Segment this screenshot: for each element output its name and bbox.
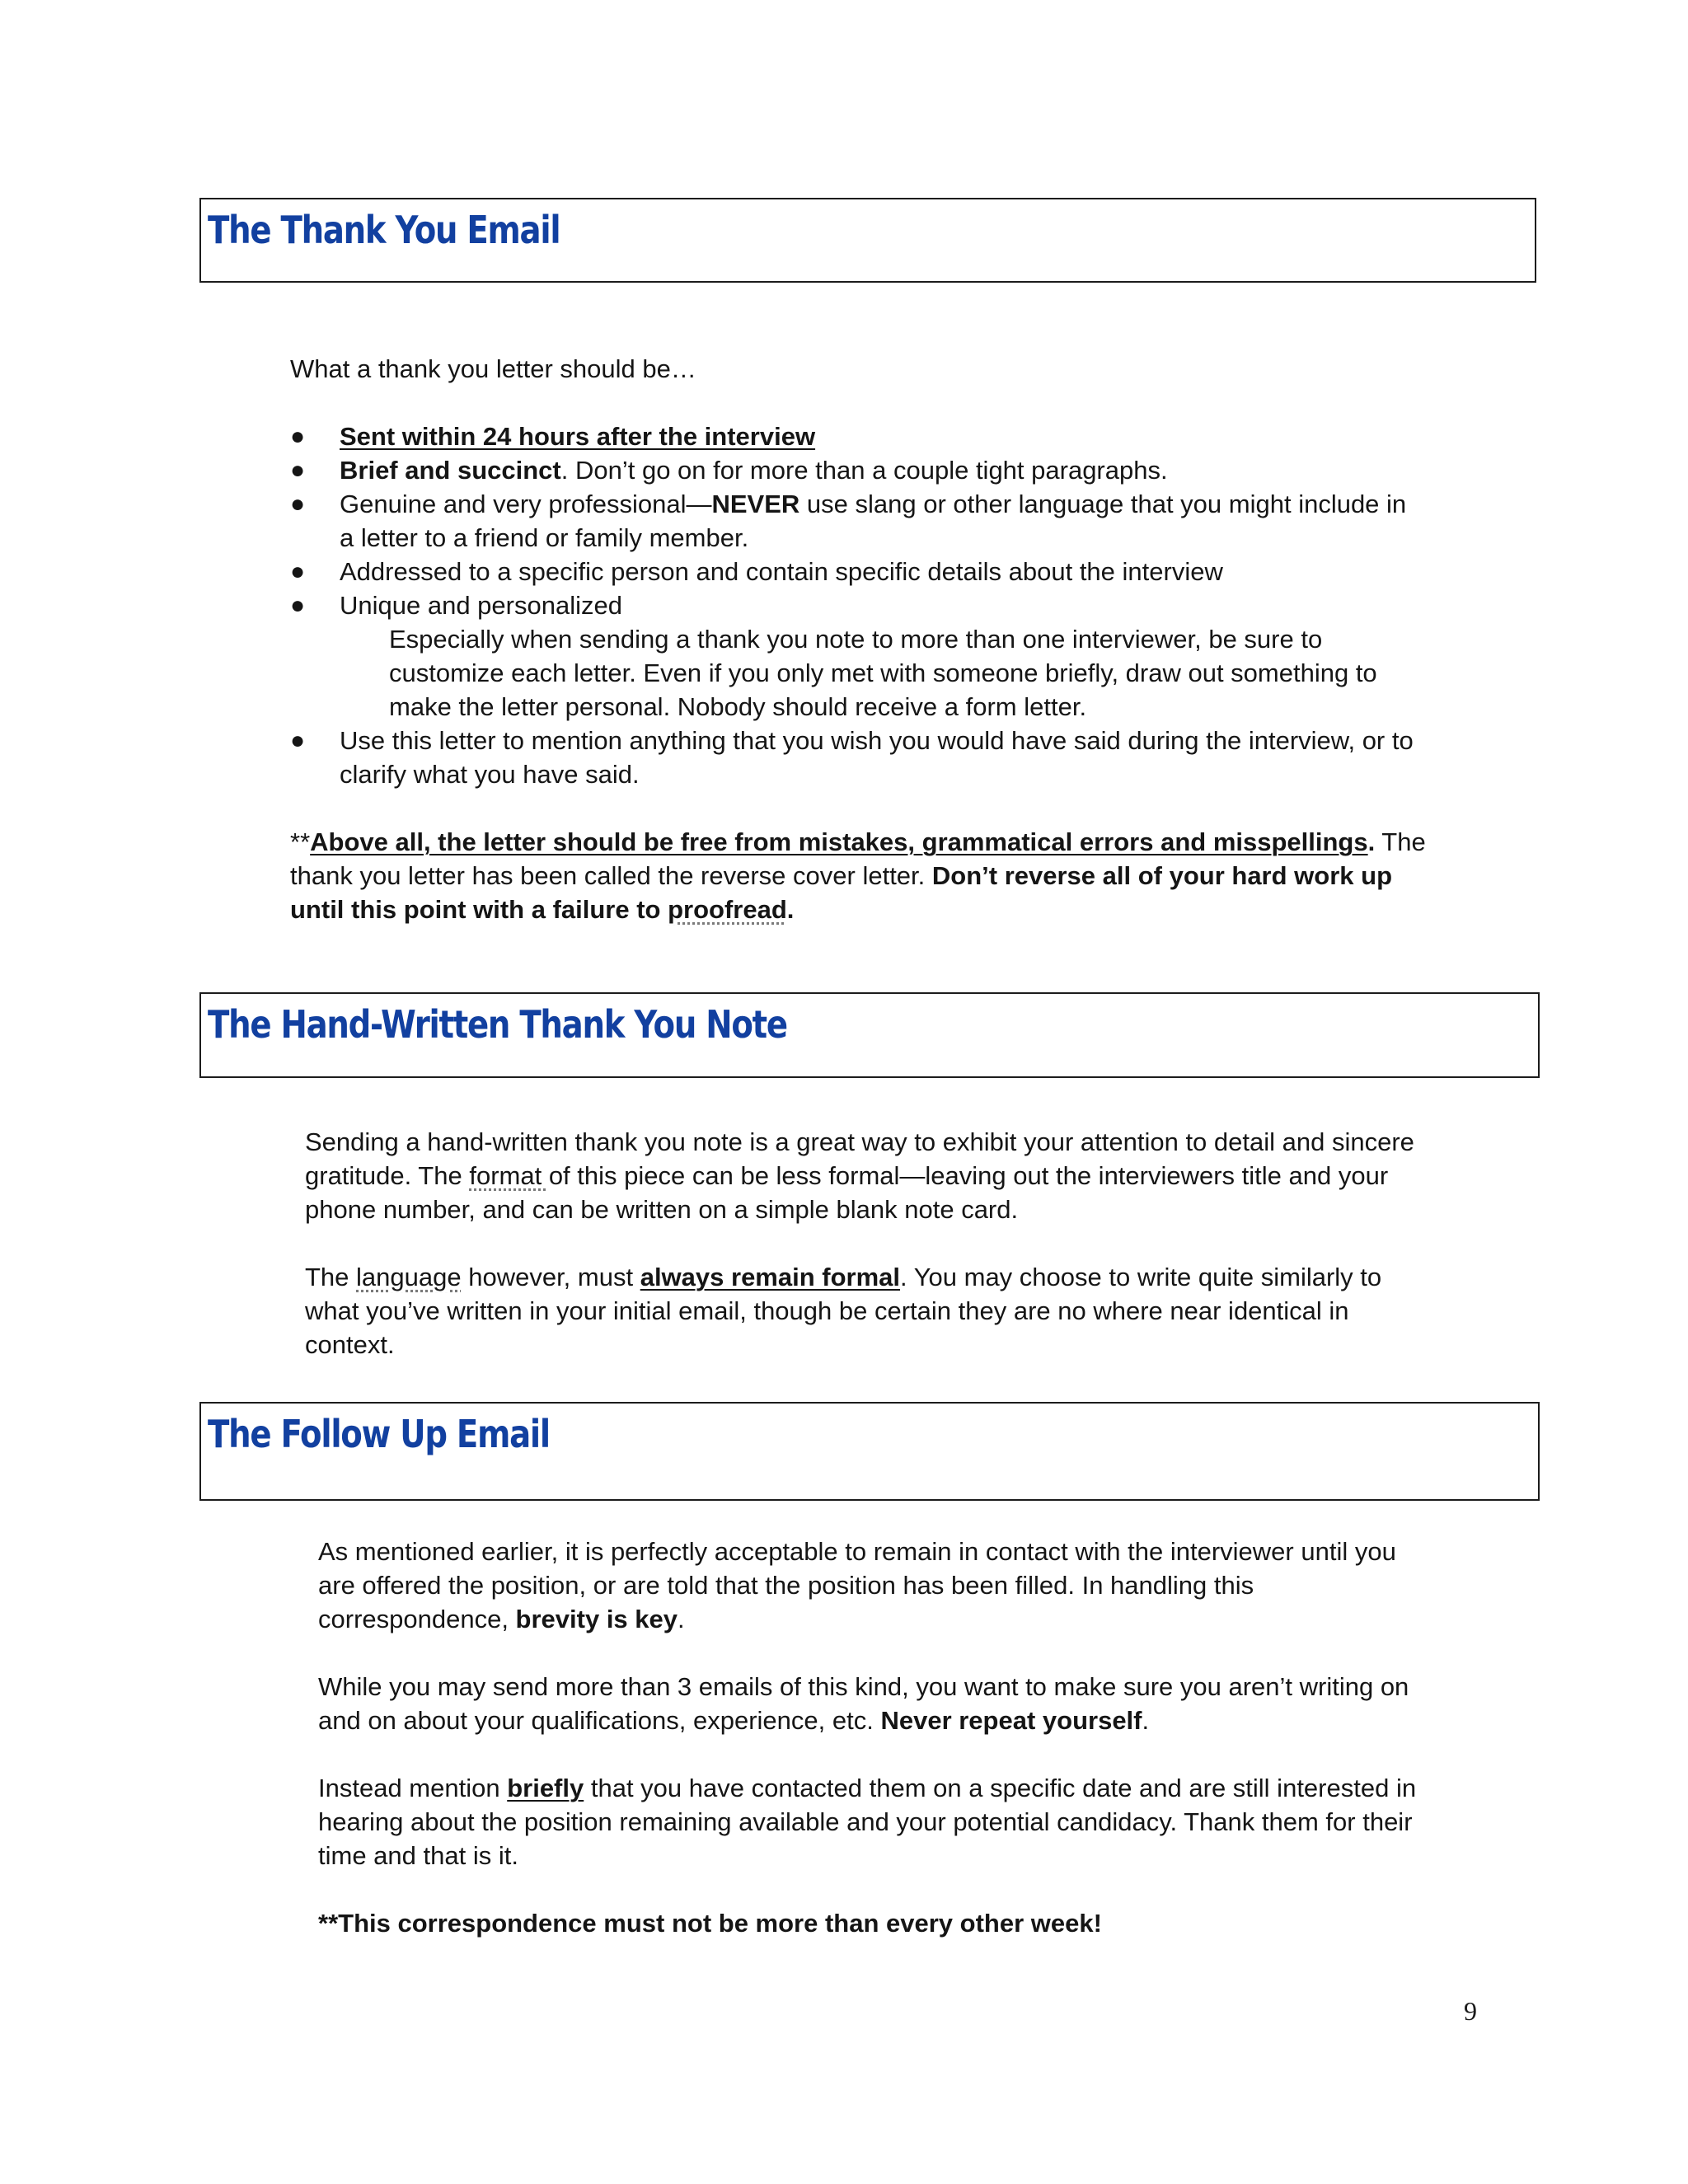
intro-text: What a thank you letter should be…: [290, 354, 696, 383]
section-title: The Hand-Written Thank You Note: [208, 1002, 787, 1047]
section-title: The Follow Up Email: [208, 1412, 550, 1456]
follow-up-email-body: [318, 1535, 1432, 1940]
bullet-icon: ●: [290, 558, 306, 585]
list-item: ● Sent within 24 hours after the interview: [290, 419, 1428, 453]
paragraph: Sending a hand-written thank you note is a great way to exhibit your attention to detail and sincere gratitude. The format of this piece can be less formal—leaving out the interviewers title and your phone number, and can be written on a simple blank note card.: [305, 1127, 1414, 1224]
list-item-subtext: Especially when sending a thank you note to more than one interviewer, be sure to customize each letter. Even if you only met with someone briefly, draw out something to make the letter personal. Nobody should receive a form letter.: [389, 625, 1377, 721]
paragraph: As mentioned earlier, it is perfectly acceptable to remain in contact with the interviewer until you are offered the position, or are told that the position has been filled. In handling this correspondence, brevity is key.: [318, 1537, 1396, 1633]
qualities-list: [290, 419, 1428, 791]
page-number: 9: [1464, 1996, 1477, 2026]
closing-note: **Above all, the letter should be free from mistakes, grammatical errors and misspellings. The thank you letter has been called the reverse cover letter. Don’t reverse all of your hard work up until this point with a failure to proofread.: [290, 827, 1426, 924]
hand-written-note-body: [305, 1125, 1419, 1361]
list-item: ● Genuine and very professional—NEVER use slang or other language that you might include in a letter to a friend or family member.: [290, 487, 1428, 555]
bullet-icon: ●: [290, 423, 306, 450]
paragraph: The language however, must always remain formal. You may choose to write quite similarly to what you’ve written in your initial email, though be certain they are no where near identical in context.: [305, 1263, 1382, 1359]
list-item: ● Brief and succinct. Don’t go on for more than a couple tight paragraphs.: [290, 453, 1428, 487]
bullet-icon: ●: [290, 592, 306, 619]
bullet-icon: ●: [290, 727, 306, 754]
section-header-hand-written-note: [199, 992, 1540, 1078]
paragraph: While you may send more than 3 emails of this kind, you want to make sure you aren’t writing on and on about your qualifications, experience, etc. Never repeat yourself.: [318, 1672, 1409, 1735]
thank-you-email-body: [290, 352, 1428, 926]
paragraph: Instead mention briefly that you have contacted them on a specific date and are still interested in hearing about the position remaining available and your potential candidacy. Thank them for their time and that is it.: [318, 1774, 1417, 1870]
section-header-follow-up-email: [199, 1402, 1540, 1501]
warning-note: **This correspondence must not be more than every other week!: [318, 1909, 1102, 1938]
list-item: ● Use this letter to mention anything that you wish you would have said during the interview, or to clarify what you have said.: [290, 724, 1428, 791]
bullet-icon: ●: [290, 457, 306, 484]
list-item: ● Unique and personalized: [290, 588, 1428, 622]
list-item: ● Addressed to a specific person and contain specific details about the interview: [290, 555, 1428, 588]
section-header-thank-you-email: [199, 198, 1536, 283]
bullet-icon: ●: [290, 490, 306, 518]
section-title: The Thank You Email: [208, 208, 560, 252]
